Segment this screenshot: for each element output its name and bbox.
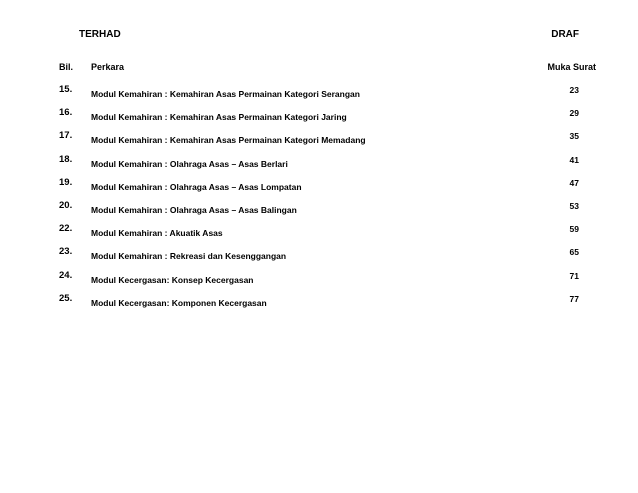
toc-page: 41 [569,154,579,165]
toc-page: 65 [569,247,579,258]
toc-page: 71 [569,270,579,281]
toc-number: 20. [59,199,73,211]
toc-title: Modul Kemahiran : Kemahiran Asas Permainan Kategori Jaring [91,112,347,123]
toc-page: 59 [569,224,579,235]
toc-row [0,223,638,246]
toc-page: 29 [569,108,579,119]
toc-title: Modul Kemahiran : Rekreasi dan Kesenggangan [91,251,287,262]
column-header-bil: Bil. [59,62,74,72]
toc-row [0,293,638,316]
toc-row [0,177,638,200]
header-terhad: TERHAD [79,29,121,40]
toc-page: 47 [569,177,579,188]
toc-page: 35 [569,131,579,142]
toc-title: Modul Kecergasan: Konsep Kecergasan [91,274,254,285]
toc-row [0,246,638,269]
header-draf: DRAF [551,29,579,40]
toc-row [0,84,638,107]
toc-number: 22. [59,223,73,235]
toc-page: 23 [569,85,579,95]
toc-number: 16. [59,107,73,119]
toc-number: 25. [59,292,73,304]
toc-title: Modul Kemahiran : Akuatik Asas [91,228,223,239]
toc-title: Modul Kemahiran : Olahraga Asas – Asas Lompatan [91,181,302,192]
toc-number: 24. [59,269,73,281]
toc-row [0,200,638,223]
toc-row [0,154,638,177]
toc-row [0,270,638,293]
toc-number: 23. [59,246,73,258]
toc-number: 19. [59,176,73,188]
toc-title: Modul Kemahiran : Kemahiran Asas Permainan Kategori Serangan [91,89,360,99]
toc-number: 17. [59,130,73,142]
toc-title: Modul Kecergasan: Komponen Kecergasan [91,297,267,308]
toc-page: 53 [569,200,579,211]
column-header-muka-surat: Muka Surat [547,62,596,72]
toc-row [0,130,638,153]
toc-row [0,107,638,130]
column-header-perkara: Perkara [91,62,125,72]
toc-title: Modul Kemahiran : Olahraga Asas – Asas Berlari [91,158,288,169]
toc-page: 77 [569,293,579,304]
toc-number: 15. [59,84,73,95]
toc-title: Modul Kemahiran : Kemahiran Asas Permainan Kategori Memadang [91,135,366,146]
toc-number: 18. [59,153,73,165]
toc-list [0,84,638,316]
toc-title: Modul Kemahiran : Olahraga Asas – Asas Balingan [91,204,297,215]
